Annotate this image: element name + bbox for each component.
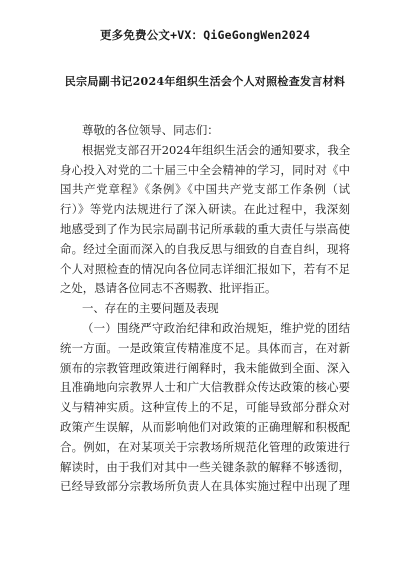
text-line: 之处，恳请各位同志不吝赐教、批评指正。 (60, 281, 277, 296)
text-line: 个人对照检查的情况向各位同志详细汇报如下，若有不足 (60, 261, 350, 276)
greeting: 尊敬的各位领导、同志们： (82, 123, 219, 137)
text-line: 身心投入对党的二十届三中全会精神的学习，同时对《中 (60, 162, 350, 177)
document-title: 民宗局副书记2024年组织生活会个人对照检查发言材料 (64, 75, 346, 88)
paragraph-2 (60, 319, 350, 497)
text-line: 命。经过全面而深入的自我反思与细致的自查自纠，现将 (60, 241, 350, 256)
text-line: 且准确地向宗教界人士和广大信教群众传达政策的核心要 (60, 380, 350, 395)
section-heading: 一、存在的主要问题及表现 (82, 301, 219, 316)
text-line: 国共产党章程》《条例》《中国共产党支部工作条例（试 (60, 182, 350, 197)
text-line: 统一方面。一是政策宣传精准度不足。具体而言，在对新 (60, 340, 350, 355)
text-line: 合。例如，在对某项关于宗教场所规范化管理的政策进行 (60, 439, 350, 454)
text-line: 地感受到了作为民宗局副书记所承载的重大责任与崇高使 (60, 221, 350, 236)
document-body (60, 121, 350, 497)
text-line: 解读时，由于我们对其中一些关键条款的解释不够透彻， (60, 459, 350, 474)
promo-banner: 更多免费公文+VX：QiGeGongWen2024 (99, 28, 311, 42)
text-line: 根据党支部召开2024年组织生活会的通知要求，我全 (82, 142, 350, 157)
text-line: （一）围绕严守政治纪律和政治规矩，维护党的团结 (82, 320, 350, 335)
text-line: 已经导致部分宗教场所负责人在具体实施过程中出现了理 (60, 479, 350, 494)
text-line: 义与精神实质。这种宣传上的不足，可能导致部分群众对 (60, 400, 350, 415)
text-line: 政策产生误解，从而影响他们对政策的正确理解和积极配 (60, 419, 350, 434)
paragraph-1 (60, 141, 350, 299)
text-line: 颁布的宗教管理政策进行阐释时，我未能做到全面、深入 (60, 360, 350, 375)
text-line: 行）》等党内法规进行了深入研读。在此过程中，我深刻 (60, 202, 350, 217)
